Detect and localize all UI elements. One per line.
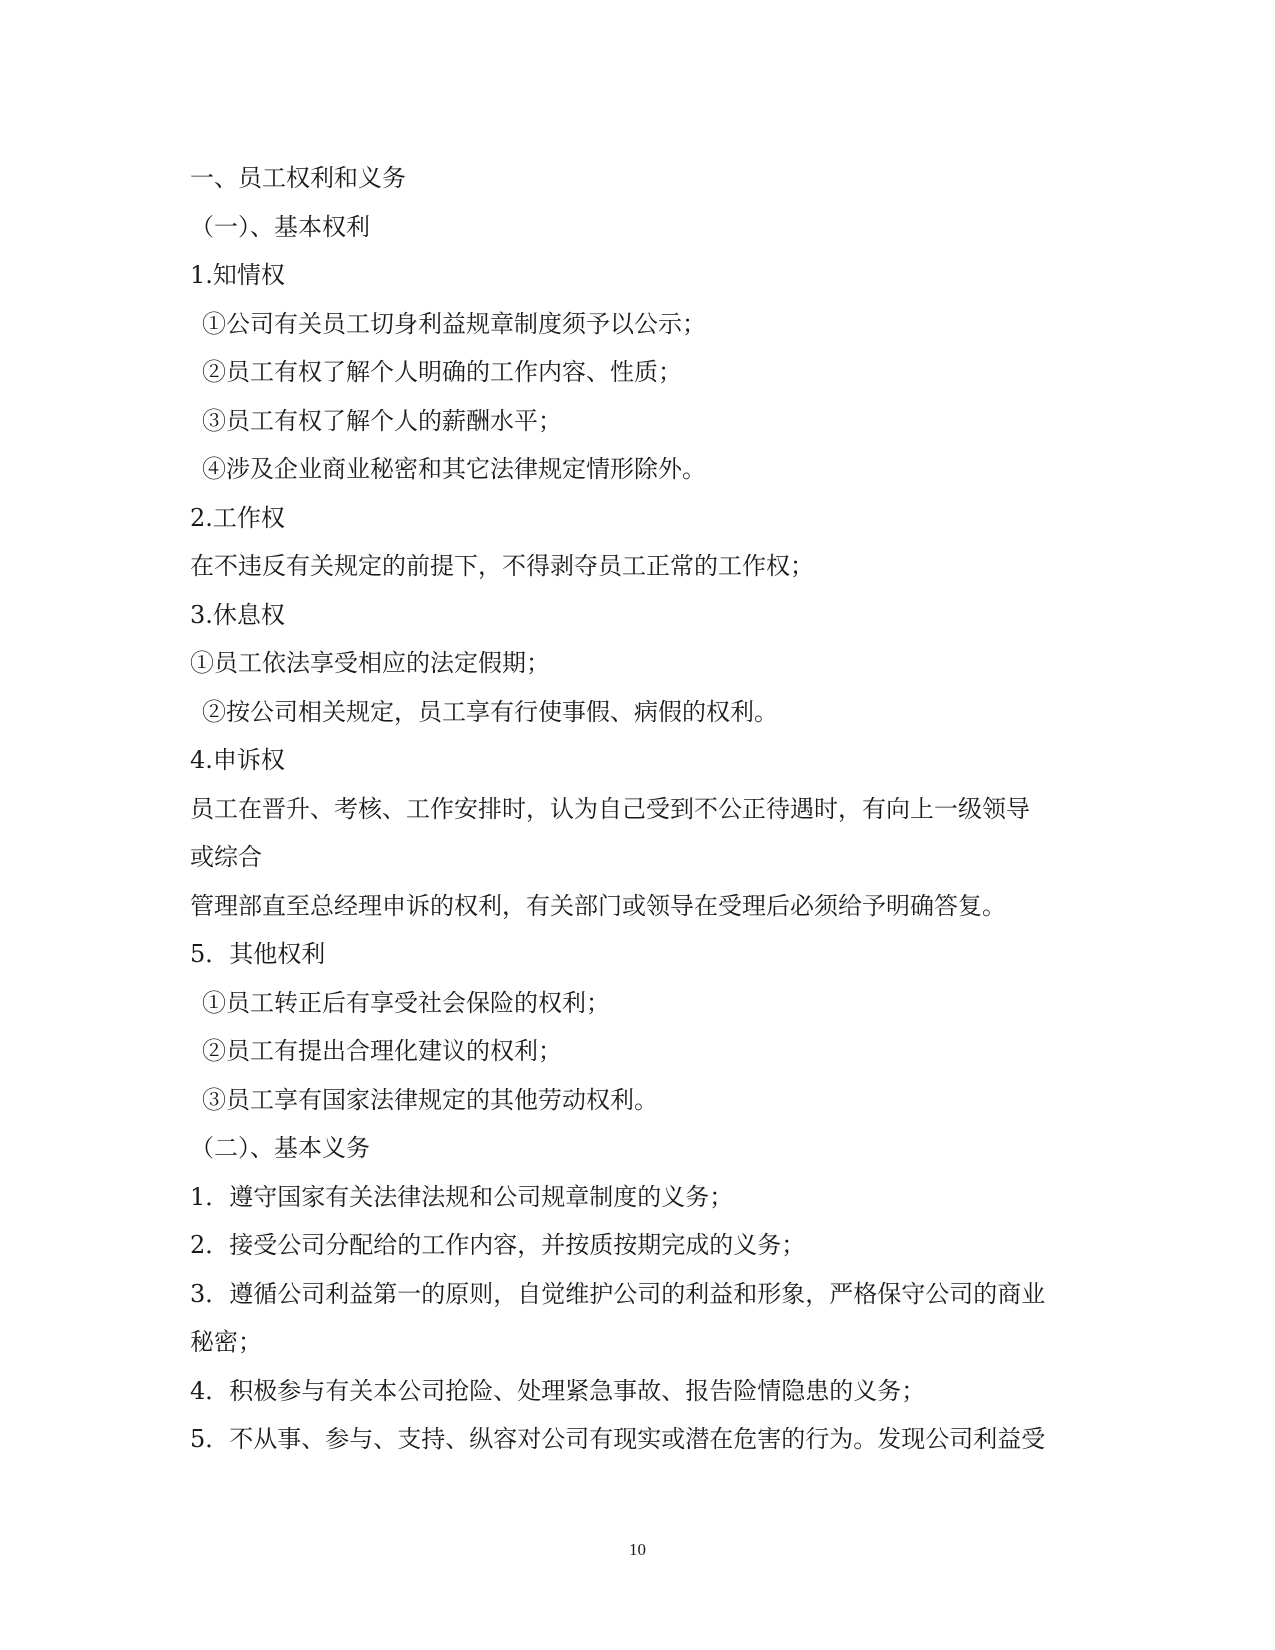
- item-heading: 2.工作权: [190, 503, 285, 532]
- section-heading: 一、员工权利和义务: [190, 164, 406, 192]
- subsection-heading: （二）、基本义务: [190, 1134, 370, 1162]
- document-body: [190, 154, 1090, 1464]
- list-item: ③员工有权了解个人的薪酬水平；: [202, 406, 562, 435]
- list-item: ①员工依法享受相应的法定假期；: [190, 649, 550, 677]
- paragraph: 员工在晋升、考核、工作安排时，认为自己受到不公正待遇时，有向上一级领导: [190, 794, 1030, 823]
- list-item: 3．遵循公司利益第一的原则，自觉维护公司的利益和形象，严格保守公司的商业: [190, 1279, 1046, 1308]
- list-item: ④涉及企业商业秘密和其它法律规定情形除外。: [202, 455, 706, 483]
- list-item: 5．不从事、参与、支持、纵容对公司有现实或潜在危害的行为。发现公司利益受: [190, 1425, 1046, 1453]
- list-item: ②员工有权了解个人明确的工作内容、性质；: [202, 358, 682, 386]
- list-item: 1．遵守国家有关法律法规和公司规章制度的义务；: [190, 1182, 734, 1211]
- paragraph: 或综合: [190, 843, 262, 871]
- list-item: 2．接受公司分配给的工作内容，并按质按期完成的义务；: [190, 1231, 806, 1259]
- paragraph: 管理部直至总经理申诉的权利，有关部门或领导在受理后必须给予明确答复。: [190, 891, 1006, 920]
- list-item: ②员工有提出合理化建议的权利；: [202, 1037, 562, 1065]
- list-item: ①公司有关员工切身利益规章制度须予以公示；: [202, 309, 706, 338]
- list-item: ②按公司相关规定，员工享有行使事假、病假的权利。: [202, 697, 778, 726]
- list-item: ③员工享有国家法律规定的其他劳动权利。: [202, 1085, 658, 1114]
- list-item: ①员工转正后有享受社会保险的权利；: [202, 988, 610, 1017]
- item-heading: 3.休息权: [190, 600, 285, 629]
- page-number: 10: [629, 1540, 646, 1559]
- item-heading: 5．其他权利: [190, 940, 326, 968]
- subsection-heading: （一）、基本权利: [190, 212, 370, 241]
- item-heading: 1.知情权: [190, 261, 285, 289]
- list-item: 4．积极参与有关本公司抢险、处理紧急事故、报告险情隐患的义务；: [190, 1376, 926, 1405]
- item-heading: 4.申诉权: [190, 746, 285, 774]
- paragraph: 秘密；: [190, 1328, 262, 1356]
- paragraph: 在不违反有关规定的前提下，不得剥夺员工正常的工作权；: [190, 552, 814, 580]
